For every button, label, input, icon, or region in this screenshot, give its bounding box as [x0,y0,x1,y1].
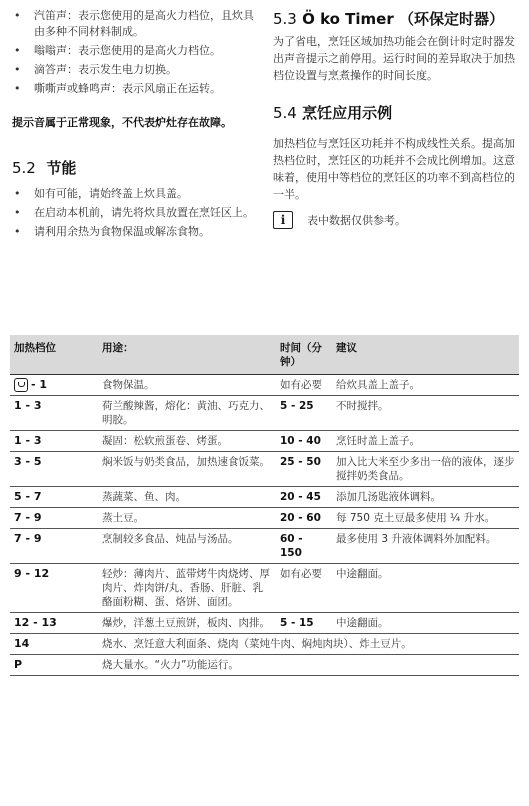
list-item: • 在启动本机前，请先将炊具放置在烹饪区上。 [12,205,262,221]
table-row [10,508,519,529]
tip-cell: 给炊具盖上盖子。 [336,379,420,391]
table-row [10,634,519,655]
table-row [10,431,519,452]
use-cell: 食物保温。 [102,379,155,391]
time-cell: 5 - 15 [280,617,314,629]
level-cell: 1 - 3 [14,399,42,412]
left-column [12,0,262,240]
section-number: 5.3 [273,10,297,28]
time-cell: 如有必要 [280,379,322,391]
use-cell: 焖米饭与奶类食品，加热速食饭菜。 [102,456,270,468]
use-cell: 烹制较多食品、炖品与汤品。 [102,533,239,545]
info-text: 表中数据仅供参考。 [307,214,406,227]
level-cell: 1 - 3 [14,434,42,447]
section-heading-5-3 [273,8,523,29]
tip-cell: 添加几汤匙液体调料。 [336,491,441,503]
table-header-row [10,335,519,375]
use-cell: 荷兰酸辣酱，熔化：黄油、巧克力、明胶。 [102,400,270,426]
level-cell: 12 - 13 [14,616,57,629]
table-row [10,529,519,564]
time-cell: 20 - 60 [280,512,321,524]
level-cell: 14 [14,637,30,650]
section-number: 5.2 [12,159,36,177]
cooking-table [10,335,519,676]
info-note [273,211,523,229]
tip-cell: 加入比大米至少多出一倍的液体，逐步搅拌奶类食品。 [336,456,515,482]
table-row [10,613,519,634]
header-tip: 建议 [332,335,519,375]
tip-cell: 不时搅拌。 [336,400,389,412]
time-cell: 10 - 40 [280,435,321,447]
tip-cell: 每 750 克土豆最多使用 ¼ 升水。 [336,512,496,524]
section-heading-5-2 [12,157,262,178]
table-row [10,375,519,396]
tip-cell: 烹饪时盖上盖子。 [336,435,420,447]
header-level: 加热档位 [10,335,98,375]
level-cell [10,375,98,396]
time-cell: 25 - 50 [280,456,321,468]
keep-warm-icon [14,378,28,392]
use-cell: 烧大量水。“火力”功能运行。 [102,659,239,671]
time-cell: 60 - 150 [280,533,303,559]
level-cell: 7 - 9 [14,532,42,545]
tip-cell: 中途翻面。 [336,568,389,580]
energy-saving-list [12,186,262,240]
level-cell: 7 - 9 [14,511,42,524]
list-item: • 请利用余热为食物保温或解冻食物。 [12,224,262,240]
table-row [10,487,519,508]
level-cell: 5 - 7 [14,490,42,503]
use-cell: 烧水、烹饪意大利面条、烧肉（菜炖牛肉、焖炖肉块）、炸土豆片。 [102,638,412,650]
table-row [10,396,519,431]
sound-item: • 嘶嘶声或蜂鸣声：表示风扇正在运转。 [12,81,262,97]
level-cell: 9 - 12 [14,567,50,580]
use-cell: 凝固：松软煎蛋卷、烤蛋。 [102,435,228,447]
tip-cell: 中途翻面。 [336,617,389,629]
header-time: 时间（分钟） [276,335,332,375]
use-cell: 蒸蔬菜、鱼、肉。 [102,491,186,503]
sound-item: • 汽笛声：表示您使用的是高火力档位，且炊具由多种不同材料制成。 [12,8,262,40]
section-title: 节能 [46,159,77,177]
table-row [10,452,519,487]
table-row [10,655,519,676]
section-heading-5-4 [273,102,523,123]
table-row [10,564,519,613]
header-use: 用途： [98,335,276,375]
sound-item: • 嗡嗡声：表示您使用的是高火力档位。 [12,43,262,59]
sound-note: 提示音属于正常现象，不代表炉灶存在故障。 [12,116,232,129]
section-title: Ö ko Timer （环保定时器） [302,10,504,28]
level-value: - 1 [31,378,48,391]
level-cell: 3 - 5 [14,455,42,468]
right-column [273,0,523,229]
section-text: 加热档位与烹饪区功耗并不构成线性关系。提高加热档位时，烹饪区的功耗并不会成比例增加。这意味着，使用中等档位的烹饪区的功率不到高档位的一半。 [273,137,515,201]
tip-cell: 最多使用 3 升液体调料外加配料。 [336,533,497,545]
use-cell: 轻炒：薄肉片、蓝带烤牛肉烧烤、厚肉片、炸肉饼/丸、香肠、肝脏、乳酪面粉糊、蛋、烙饼、面团。 [102,568,270,608]
time-cell: 5 - 25 [280,400,314,412]
level-cell: P [14,658,23,671]
section-text: 为了省电，烹饪区域加热功能会在倒计时定时器发出声音提示之前停用。运行时间的差异取决于加热档位设置与烹煮操作的时间长度。 [273,35,515,82]
time-cell: 如有必要 [280,568,322,580]
section-title: 烹饪应用示例 [302,104,393,122]
sound-list [12,8,262,97]
use-cell: 蒸土豆。 [102,512,144,524]
time-cell: 20 - 45 [280,491,321,503]
use-cell: 爆炒，洋葱土豆煎饼，板肉、肉排。 [102,617,270,629]
list-item: • 如有可能，请始终盖上炊具盖。 [12,186,262,202]
section-number: 5.4 [273,104,297,122]
sound-item: • 滴答声：表示发生电力切换。 [12,62,262,78]
info-icon: i [273,211,293,229]
